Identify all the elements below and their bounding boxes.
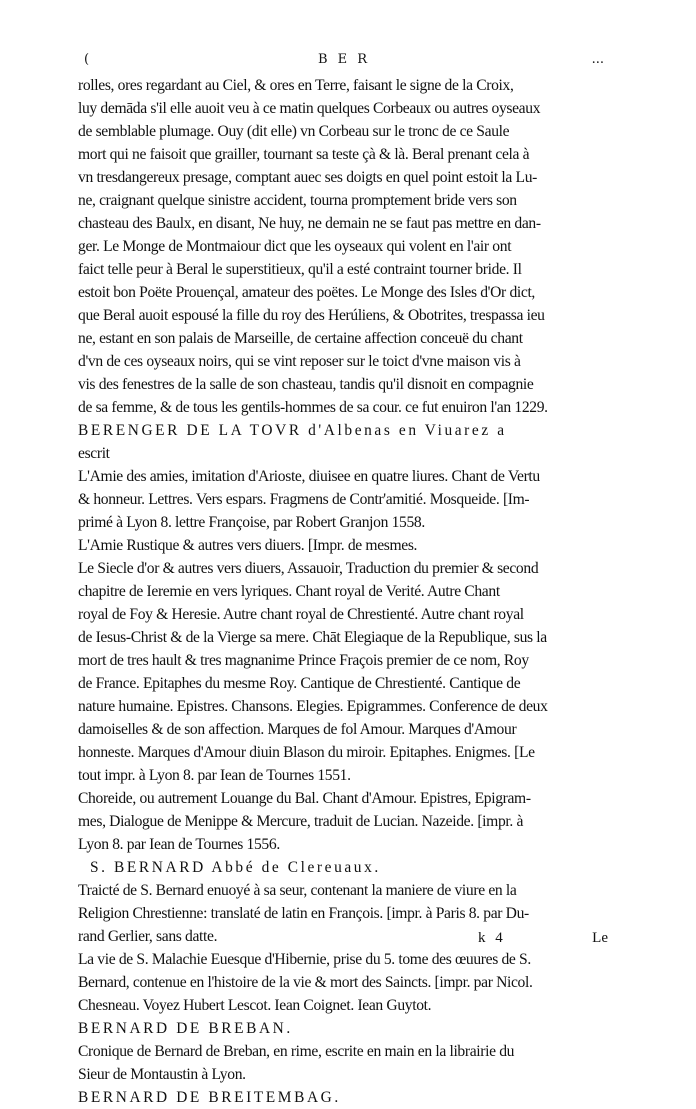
text-line: mes, Dialogue de Menippe & Mercure, traduit de Lucian. Nazeide. [impr. à [78, 813, 524, 830]
text-line: de Iesus-Christ & de la Vierge sa mere. Chāt Elegiaque de la Republique, sus la [78, 629, 547, 646]
text-line: mort de tres hault & tres magnanime Prince Fraçois premier de ce nom, Roy [78, 652, 529, 669]
text-line: honneste. Marques d'Amour diuin Blason du miroir. Epitaphes. Enigmes. [Le [78, 744, 535, 761]
text-line: primé à Lyon 8. lettre Françoise, par Robert Granjon 1558. [78, 514, 425, 531]
text-line: damoiselles & de son affection. Marques de fol Amour. Marques d'Amour [78, 721, 517, 738]
entry-heading: BERENGER DE LA TOVR d'Albenas en Viuarez a [78, 422, 507, 439]
text-line: & honneur. Lettres. Vers espars. Fragmens de Contr'amitié. Mosqueide. [Im- [78, 491, 530, 508]
entry-heading: BERNARD DE BREBAN. [78, 1020, 293, 1037]
text-line: Chesneau. Voyez Hubert Lescot. Iean Coignet. Iean Guytot. [78, 997, 432, 1014]
text-line: chapitre de Ieremie en vers lyriques. Chant royal de Verité. Autre Chant [78, 583, 500, 600]
text-line: rolles, ores regardant au Ciel, & ores en Terre, faisant le signe de la Croix, [78, 77, 514, 94]
text-line: tout impr. à Lyon 8. par Iean de Tournes 1551. [78, 767, 351, 784]
text-line: rand Gerlier, sans datte. [78, 928, 218, 945]
text-line: nature humaine. Epistres. Chansons. Elegies. Epigrammes. Conference de deux [78, 698, 548, 715]
text-line: de France. Epitaphes du mesme Roy. Cantique de Chrestienté. Cantique de [78, 675, 521, 692]
page-footer [78, 930, 608, 952]
text-line: de semblable plumage. Ouy (dit elle) vn Corbeau sur le tronc de ce Saule [78, 123, 510, 140]
text-line: Religion Chrestienne: translaté de latin en François. [impr. à Paris 8. par Du- [78, 905, 529, 922]
running-head-title: B E R [317, 52, 371, 67]
text-line: Cronique de Bernard de Breban, en rime, escrite en main en la librairie du [78, 1043, 515, 1060]
text-line: Bernard, contenue en l'histoire de la vie & mort des Saincts. [impr. par Nicol. [78, 974, 533, 991]
text-line: ne, estant en son palais de Marseille, de certaine affection conceuë du chant [78, 330, 523, 347]
text-line: Traicté de S. Bernard enuoyé à sa seur, contenant la maniere de viure en la [78, 882, 517, 899]
text-line: vis des fenestres de la salle de son chasteau, tandis qu'il disnoit en compagnie [78, 376, 534, 393]
text-line: Lyon 8. par Iean de Tournes 1556. [78, 836, 280, 853]
text-line: luy demāda s'il elle auoit veu à ce matin quelques Corbeaux ou autres oyseaux [78, 100, 541, 117]
running-head-left: ( [84, 52, 90, 67]
text-line: Choreide, ou autrement Louange du Bal. Chant d'Amour. Epistres, Epigram- [78, 790, 531, 807]
running-head [84, 52, 604, 72]
text-line: L'Amie Rustique & autres vers diuers. [Impr. de mesmes. [78, 537, 418, 554]
text-line: ne, craignant quelque sinistre accident, tourna promptement bride vers son [78, 192, 517, 209]
text-line: faict telle peur à Beral le superstitieux, qu'il a esté contraint tourner bride. Il [78, 261, 522, 278]
text-line: d'vn de ces oyseaux noirs, qui se vint reposer sur le toict d'vne maison vis à [78, 353, 521, 370]
text-line: mort qui ne faisoit que grailler, tournant sa teste çà & là. Beral prenant cela à [78, 146, 530, 163]
signature-mark: k 4 [478, 930, 506, 946]
text-line: estoit bon Poëte Prouençal, amateur des poëtes. Le Monge des Isles d'Or dict, [78, 284, 535, 301]
text-line: Sieur de Montaustin à Lyon. [78, 1066, 246, 1083]
text-line: que Beral auoit espousé la fille du roy des Herúliens, & Obotrites, trespassa ieu [78, 307, 545, 324]
catchword: Le [592, 930, 608, 946]
running-head-right: ... [591, 52, 604, 67]
text-line: Le Siecle d'or & autres vers diuers, Assauoir, Traduction du premier & second [78, 560, 539, 577]
text-line: royal de Foy & Heresie. Autre chant royal de Chrestienté. Autre chant royal [78, 606, 524, 623]
entry-heading: S. BERNARD Abbé de Clereuaux. [90, 859, 381, 876]
text-line: La vie de S. Malachie Euesque d'Hibernie, prise du 5. tome des œuures de S. [78, 951, 531, 968]
entry-heading: BERNARD DE BREITEMBAG. [78, 1089, 341, 1106]
text-line: L'Amie des amies, imitation d'Arioste, diuisee en quatre liures. Chant de Vertu [78, 468, 540, 485]
text-line: ger. Le Monge de Montmaiour dict que les oyseaux qui volent en l'air ont [78, 238, 512, 255]
body-text [78, 74, 608, 1109]
text-line: de sa femme, & de tous les gentils-hommes de sa cour. ce fut enuiron l'an 1229. [78, 399, 548, 416]
text-line: chasteau des Baulx, en disant, Ne huy, ne demain ne se faut pas mettre en dan- [78, 215, 541, 232]
text-line: escrit [78, 445, 110, 462]
text-line: vn tresdangereux presage, comptant auec ses doigts en quel point estoit la Lu- [78, 169, 537, 186]
